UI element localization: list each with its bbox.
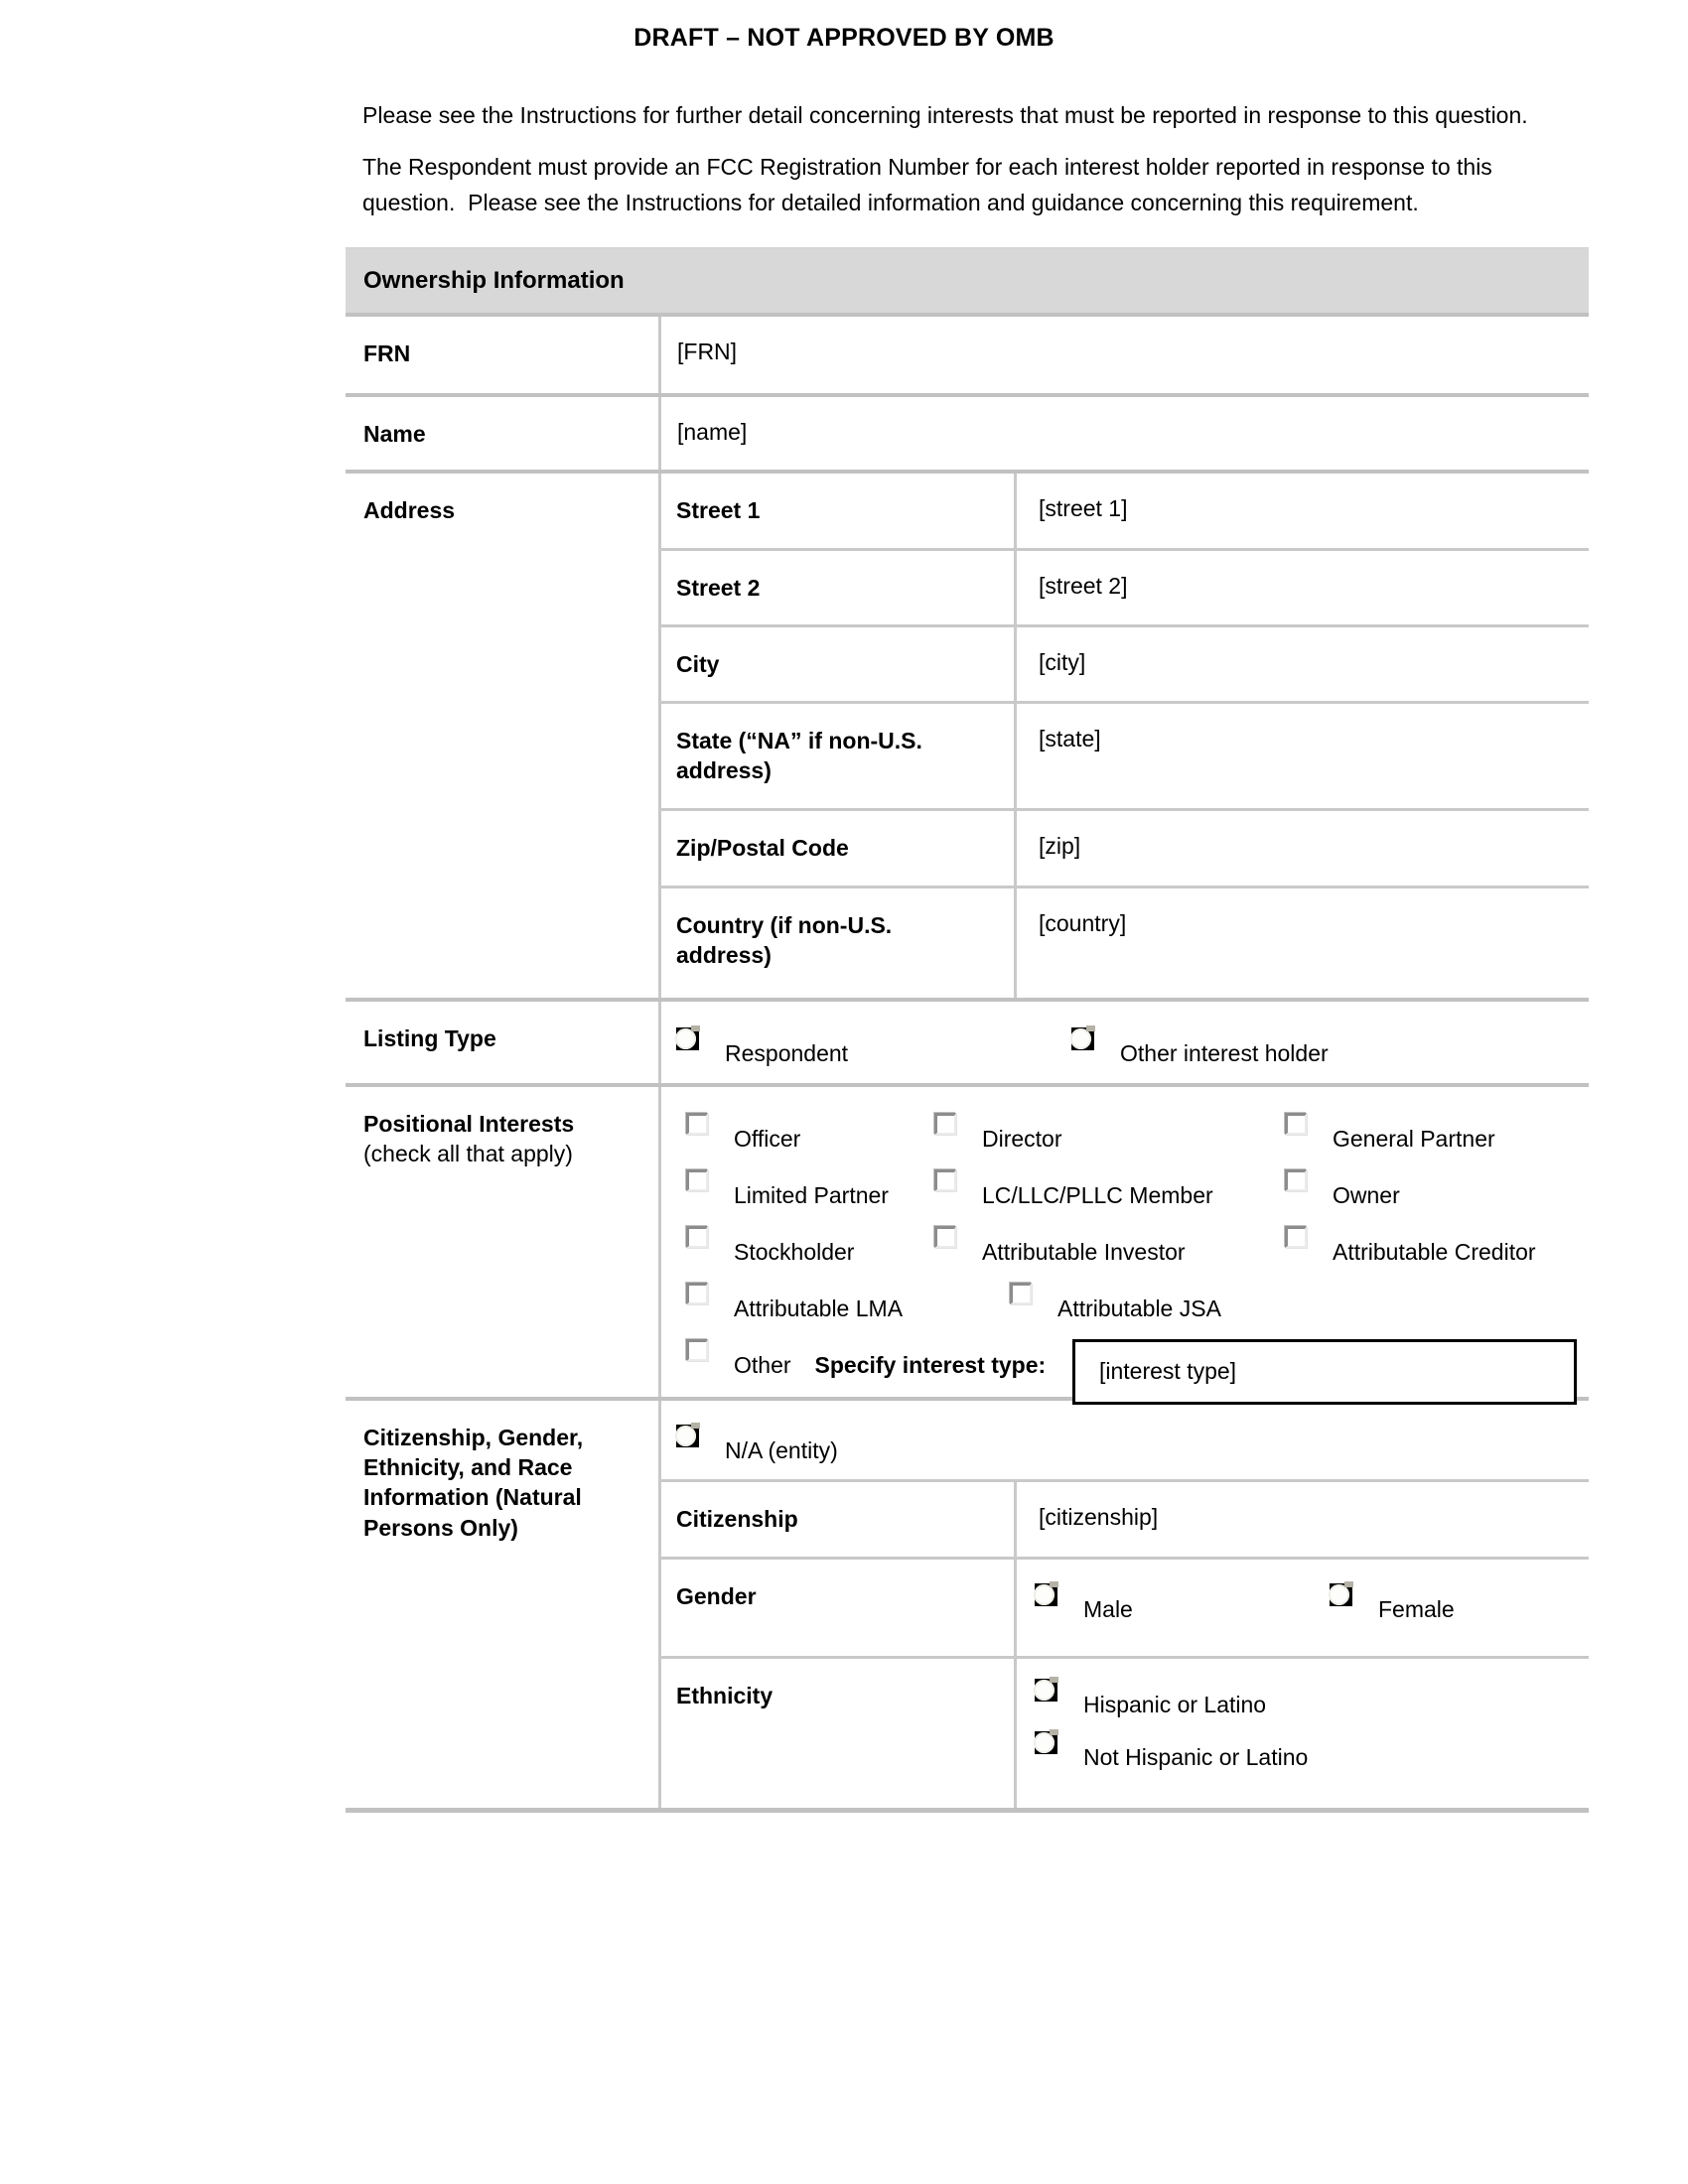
respondent-label: Respondent — [725, 1039, 849, 1066]
listing-type-label: Listing Type — [346, 1002, 661, 1083]
na-entity-label: N/A (entity) — [725, 1436, 838, 1463]
zip-row — [661, 811, 1589, 888]
other-interest-holder-radio[interactable] — [1071, 1027, 1094, 1050]
state-label: State (“NA” if non-U.S. address) — [661, 704, 1017, 808]
intro-text — [362, 98, 1564, 221]
owner-label: Owner — [1333, 1181, 1400, 1208]
option-na-entity — [676, 1425, 838, 1479]
option-attributable-jsa — [1010, 1283, 1221, 1323]
listing-type-row — [346, 1002, 1589, 1087]
option-other — [686, 1339, 791, 1380]
checkbox-row-4 — [686, 1283, 1589, 1339]
male-label: Male — [1083, 1595, 1133, 1622]
citizenship-label: Citizenship — [661, 1482, 1017, 1557]
name-label: Name — [346, 397, 661, 470]
attributable-investor-checkbox[interactable] — [934, 1226, 956, 1248]
table-header: Ownership Information — [346, 249, 1589, 317]
name-row — [346, 397, 1589, 474]
attributable-creditor-label: Attributable Creditor — [1333, 1238, 1536, 1265]
attributable-creditor-checkbox[interactable] — [1285, 1226, 1307, 1248]
gender-label: Gender — [661, 1560, 1017, 1656]
option-officer — [686, 1113, 934, 1154]
demographics-row — [346, 1401, 1589, 1808]
other-label: Other — [734, 1351, 791, 1378]
checkbox-row-3 — [686, 1226, 1589, 1283]
option-hispanic-or-latino — [1035, 1679, 1589, 1719]
state-value: [state] — [1039, 725, 1101, 751]
city-value: [city] — [1039, 648, 1086, 675]
frn-row — [346, 317, 1589, 397]
option-attributable-lma — [686, 1283, 1010, 1323]
street2-value: [street 2] — [1039, 572, 1128, 599]
ownership-information-table — [346, 247, 1589, 1813]
street2-row — [661, 551, 1589, 627]
checkbox-row-1 — [686, 1113, 1589, 1169]
stockholder-checkbox[interactable] — [686, 1226, 708, 1248]
option-stockholder — [686, 1226, 934, 1267]
officer-checkbox[interactable] — [686, 1113, 708, 1135]
country-label: Country (if non-U.S. address) — [661, 888, 1017, 998]
state-row — [661, 704, 1589, 811]
owner-checkbox[interactable] — [1285, 1169, 1307, 1191]
city-row — [661, 627, 1589, 704]
officer-label: Officer — [734, 1125, 801, 1152]
director-label: Director — [982, 1125, 1062, 1152]
citizenship-value: [citizenship] — [1039, 1503, 1159, 1530]
other-checkbox[interactable] — [686, 1339, 708, 1361]
not-hispanic-or-latino-label: Not Hispanic or Latino — [1083, 1744, 1309, 1771]
street1-value: [street 1] — [1039, 494, 1128, 521]
other-interest-holder-label: Other interest holder — [1120, 1039, 1329, 1066]
street1-label: Street 1 — [661, 474, 1017, 548]
positional-interests-title: Positional Interests — [363, 1110, 575, 1137]
attributable-investor-label: Attributable Investor — [982, 1238, 1186, 1265]
option-not-hispanic-or-latino — [1035, 1731, 1589, 1772]
attributable-jsa-checkbox[interactable] — [1010, 1283, 1032, 1304]
not-hispanic-or-latino-radio[interactable] — [1035, 1731, 1057, 1754]
listing-option-other-interest-holder — [1071, 1027, 1329, 1083]
listing-option-respondent — [676, 1027, 1071, 1083]
positional-interests-sublabel: (check all that apply) — [363, 1140, 573, 1166]
na-entity-row — [661, 1401, 1589, 1482]
citizenship-row — [661, 1482, 1589, 1560]
option-female — [1330, 1583, 1455, 1656]
interest-type-value: [interest type] — [1099, 1358, 1237, 1385]
ethnicity-options — [1017, 1659, 1589, 1808]
gender-options — [1017, 1560, 1589, 1656]
listing-type-options — [661, 1002, 1589, 1083]
option-attributable-creditor — [1285, 1226, 1589, 1267]
general-partner-checkbox[interactable] — [1285, 1113, 1307, 1135]
lc-llc-pllc-member-label: LC/LLC/PLLC Member — [982, 1181, 1213, 1208]
city-label: City — [661, 627, 1017, 701]
zip-label: Zip/Postal Code — [661, 811, 1017, 886]
hispanic-or-latino-radio[interactable] — [1035, 1679, 1057, 1702]
female-label: Female — [1378, 1595, 1455, 1622]
option-limited-partner — [686, 1169, 934, 1210]
attributable-jsa-label: Attributable JSA — [1057, 1295, 1221, 1321]
respondent-radio[interactable] — [676, 1027, 699, 1050]
positional-interests-options — [661, 1087, 1589, 1397]
frn-value: [FRN] — [677, 338, 738, 364]
street2-label: Street 2 — [661, 551, 1017, 624]
option-attributable-investor — [934, 1226, 1285, 1267]
limited-partner-label: Limited Partner — [734, 1181, 889, 1208]
positional-interests-label — [346, 1087, 661, 1397]
frn-label: FRN — [346, 317, 661, 393]
general-partner-label: General Partner — [1333, 1125, 1495, 1152]
na-entity-radio[interactable] — [676, 1425, 699, 1447]
interest-type-input[interactable] — [1072, 1339, 1577, 1405]
attributable-lma-checkbox[interactable] — [686, 1283, 708, 1304]
zip-value: [zip] — [1039, 832, 1081, 859]
hispanic-or-latino-label: Hispanic or Latino — [1083, 1691, 1267, 1717]
stockholder-label: Stockholder — [734, 1238, 855, 1265]
name-value: [name] — [677, 418, 748, 445]
limited-partner-checkbox[interactable] — [686, 1169, 708, 1191]
street1-row — [661, 474, 1589, 551]
address-subtable — [661, 474, 1589, 998]
positional-interests-row — [346, 1087, 1589, 1401]
female-radio[interactable] — [1330, 1583, 1352, 1606]
option-owner — [1285, 1169, 1589, 1210]
checkbox-row-2 — [686, 1169, 1589, 1226]
option-general-partner — [1285, 1113, 1589, 1154]
country-row — [661, 888, 1589, 998]
ethnicity-row — [661, 1659, 1589, 1808]
specify-interest-type-label: Specify interest type: — [814, 1351, 1047, 1378]
male-radio[interactable] — [1035, 1583, 1057, 1606]
lc-llc-pllc-member-checkbox[interactable] — [934, 1169, 956, 1191]
demographics-subtable — [661, 1401, 1589, 1808]
director-checkbox[interactable] — [934, 1113, 956, 1135]
intro-paragraph-1: Please see the Instructions for further detail concerning interests that must be reported in response to this question. — [362, 102, 1528, 128]
option-male — [1035, 1583, 1330, 1656]
option-director — [934, 1113, 1285, 1154]
checkbox-row-other — [686, 1339, 1589, 1405]
draft-banner: DRAFT – NOT APPROVED BY OMB — [633, 24, 1055, 52]
gender-row — [661, 1560, 1589, 1659]
address-row — [346, 474, 1589, 1002]
demographics-label: Citizenship, Gender, Ethnicity, and Race Information (Natural Persons Only) — [346, 1401, 661, 1808]
intro-paragraph-2: The Respondent must provide an FCC Registration Number for each interest holder reported in response to this question. Please see the Instructions for detailed information and guidance concerning this requirement. — [362, 153, 1499, 215]
address-label: Address — [346, 474, 661, 998]
country-value: [country] — [1039, 909, 1127, 936]
option-lc-llc-pllc-member — [934, 1169, 1285, 1210]
ethnicity-label: Ethnicity — [661, 1659, 1017, 1808]
attributable-lma-label: Attributable LMA — [734, 1295, 904, 1321]
